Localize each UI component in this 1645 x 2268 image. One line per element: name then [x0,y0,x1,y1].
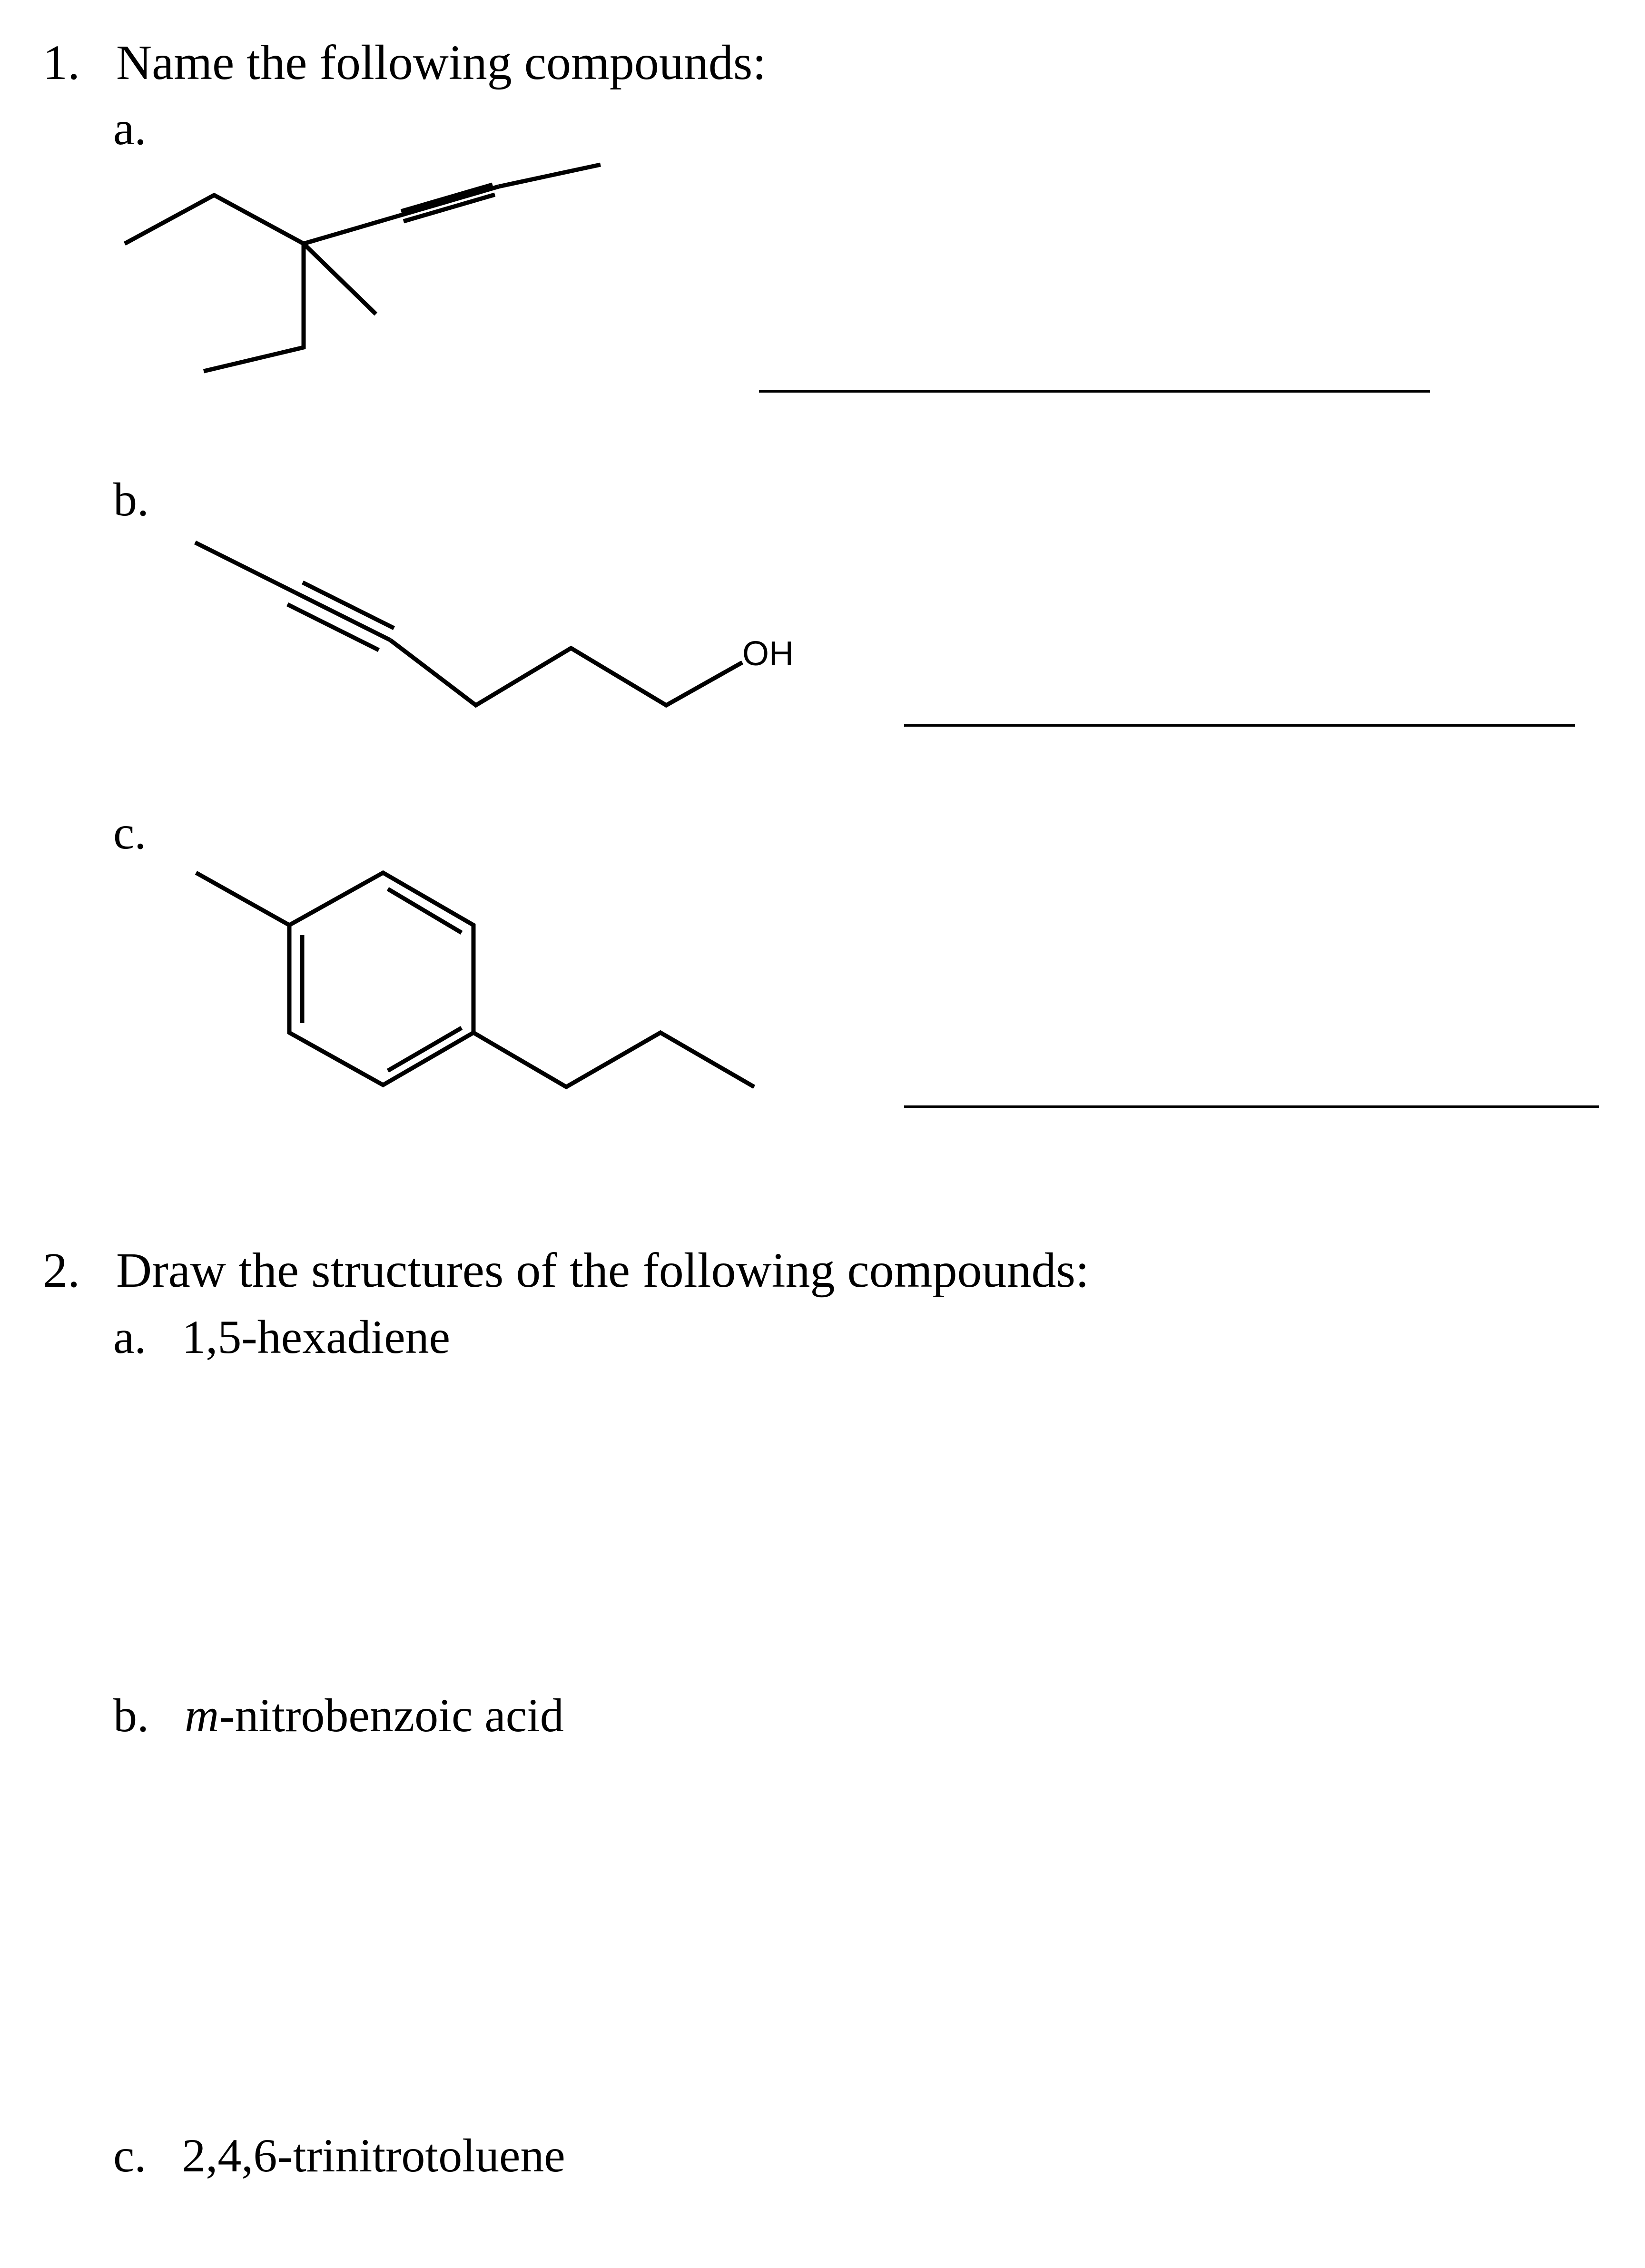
q2-prompt: Draw the structures of the following compounds: [116,1243,1089,1298]
q1c-answer-line[interactable] [904,1105,1599,1108]
hydroxyl-label: OH [742,635,794,673]
q1c-label: c. [113,806,147,859]
q1a-answer-line[interactable] [759,390,1430,393]
q1b-answer-line[interactable] [904,724,1575,727]
q2b-prefix: m [185,1689,219,1742]
molecule-1a [125,165,601,371]
q1b-label: b. [113,473,149,526]
molecule-1b [195,542,742,705]
q2c-label: c. [113,2129,147,2182]
q1a-label: a. [113,102,147,155]
q2b-item [113,1689,564,1742]
q2a-label: a. [113,1311,147,1363]
q2a-name: 1,5-hexadiene [182,1311,451,1363]
q2-heading [43,1243,1089,1298]
q2c-name: 2,4,6-trinitrotoluene [182,2129,565,2182]
q1-heading [43,35,767,90]
q2b-label: b. [113,1689,149,1742]
q1-prompt: Name the following compounds: [116,35,767,90]
q2-number: 2. [43,1243,80,1298]
q2a-item [113,1313,450,1361]
molecule-1c [196,873,754,1087]
q2c-item [113,2129,565,2182]
q2b-name: -nitrobenzoic acid [219,1689,564,1742]
q1-number: 1. [43,35,80,90]
